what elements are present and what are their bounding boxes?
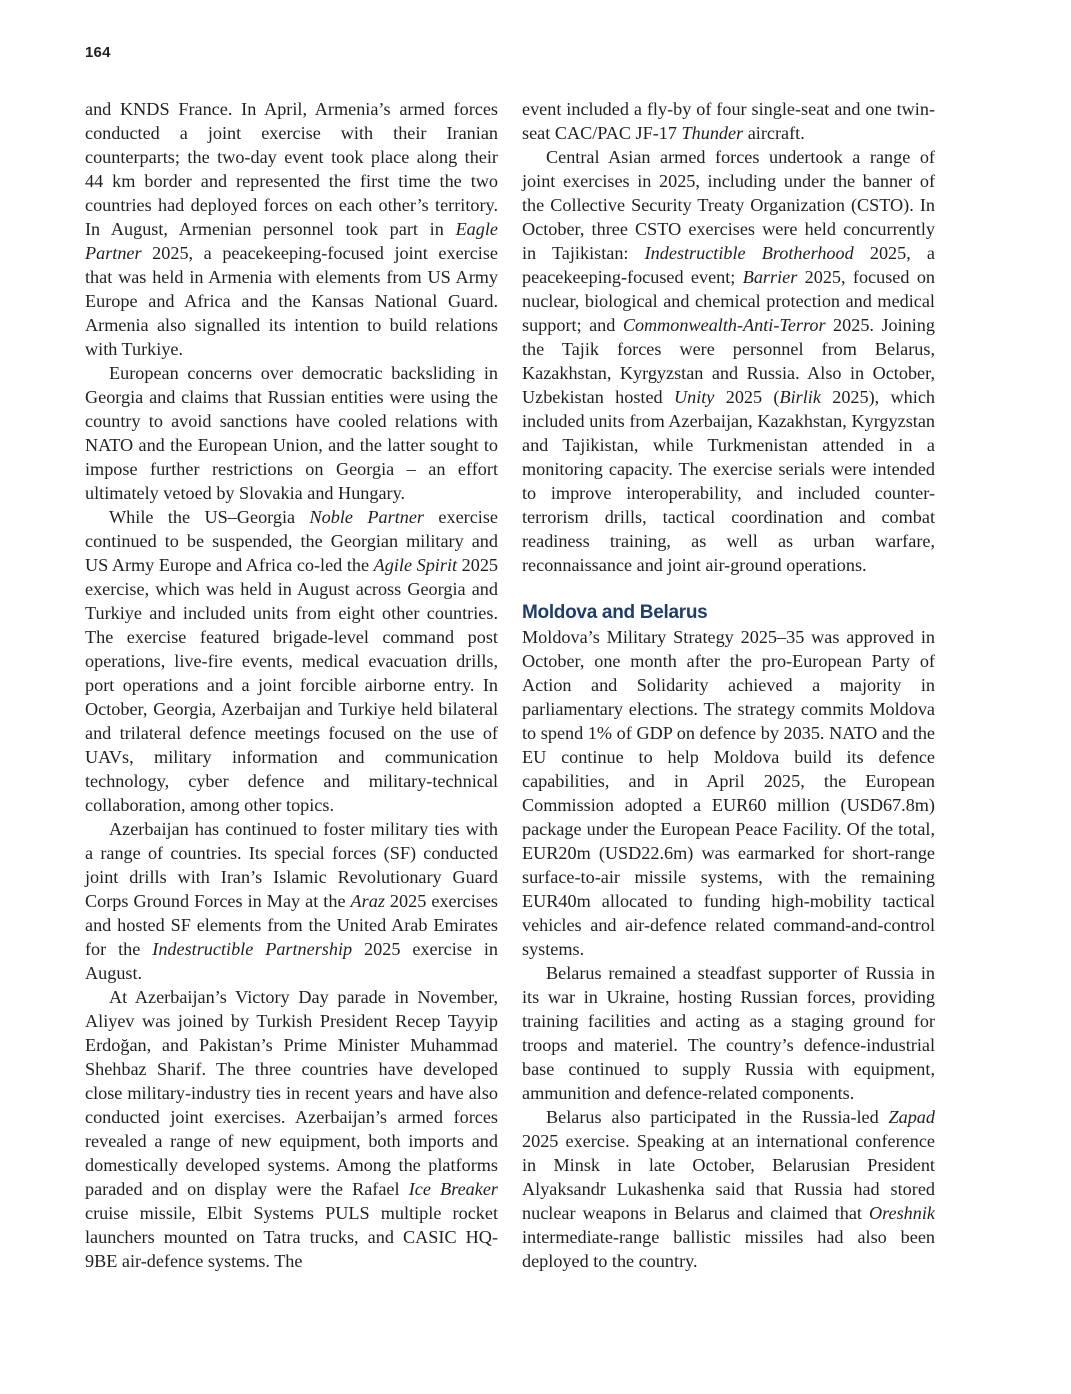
italic-title: Oreshnik — [868, 1203, 935, 1223]
italic-title: Thunder — [681, 123, 744, 143]
text-run: intermediate-range ballistic missiles had also been deployed to the country. — [522, 1227, 935, 1271]
text-run: exercise continued to be suspended, the Georgian military and US Army Europe and Africa co-led the — [85, 507, 498, 575]
body-paragraph — [85, 505, 498, 817]
text-run: Azerbaijan has continued to foster military ties with a range of countries. Its special forces (SF) conducted joint drills with Iran’s Islamic Revolutionary Guard Corps Ground Forces in May at the — [85, 819, 498, 911]
text-run: 2025), which included units from Azerbaijan, Kazakhstan, Kyrgyzstan and Tajikistan, while Turkmenistan attended in a monitoring capacity. The exercise serials were intended to improve interoperability, and included counter-terrorism drills, tactical coordination and combat readiness training, as well as urban warfare, reconnaissance and joint air-ground operations. — [522, 387, 935, 575]
left-column — [85, 97, 498, 1273]
right-column-intro — [522, 97, 935, 577]
text-run: 2025, a peacekeeping-focused joint exercise that was held in Armenia with elements from US Army Europe and Africa and the Kansas National Guard. Armenia also signalled its intention to build relations with Turkiye. — [85, 243, 498, 359]
text-run: 2025 exercise. Speaking at an international conference in Minsk in late October, Belarusian President Alyaksandr Lukashenka said that Russia had stored nuclear weapons in Belarus and claimed that — [522, 1131, 935, 1223]
italic-title: Unity — [673, 387, 715, 407]
text-run: event included a fly-by of four single-seat and one twin-seat CAC/PAC JF-17 — [522, 99, 935, 143]
page-number: 164 — [85, 44, 111, 61]
text-run: 2025, focused on nuclear, biological and chemical protection and medical support; and — [522, 267, 936, 335]
italic-title: Araz — [350, 891, 385, 911]
italic-title: Indestructible Brotherhood — [644, 243, 854, 263]
body-paragraph — [522, 625, 935, 961]
body-paragraph — [522, 1105, 935, 1273]
body-paragraph — [522, 97, 935, 145]
italic-title: Eagle Partner — [85, 219, 498, 263]
text-run: Central Asian armed forces undertook a range of joint exercises in 2025, including under the banner of the Collective Security Treaty Organization (CSTO). In October, three CSTO exercises were held concurrently in Tajikistan: — [522, 147, 935, 263]
italic-title: Ice Breaker — [408, 1179, 498, 1199]
text-run: At Azerbaijan’s Victory Day parade in November, Aliyev was joined by Turkish President Recep Tayyip Erdoğan, and Pakistan’s Prime Minister Muhammad Shehbaz Sharif. The three countries have developed close military-industry ties in recent years and have also conducted joint exercises. Azerbaijan’s armed forces revealed a range of new equipment, both imports and domestically developed systems. Among the platforms paraded and on display were the Rafael — [85, 987, 498, 1199]
text-run: 2025 exercise, which was held in August across Georgia and Turkiye and included units from eight other countries. The exercise featured brigade-level command post operations, live-fire events, medical evacuation drills, port operations and a joint forcible airborne entry. In October, Georgia, Azerbaijan and Turkiye held bilateral and trilateral defence meetings focused on the use of UAVs, military information and communication technology, cyber defence and military-technical collaboration, among other topics. — [85, 555, 499, 815]
body-paragraph — [522, 145, 935, 577]
text-run: Belarus also participated in the Russia-led — [546, 1107, 889, 1127]
right-column-section-body — [522, 625, 935, 1273]
text-run: and KNDS France. In April, Armenia’s armed forces conducted a joint exercise with their Iranian counterparts; the two-day event took place along their 44 km border and represented the first time the two countries had deployed forces on each other’s territory. In August, Armenian personnel took part in — [85, 99, 498, 239]
text-run: Belarus remained a steadfast supporter of Russia in its war in Ukraine, hosting Russian forces, providing training facilities and acting as a staging ground for troops and materiel. The country’s defence-industrial base continued to supply Russia with equipment, ammunition and defence-related components. — [522, 963, 935, 1103]
right-column — [522, 97, 935, 1273]
text-run: 2025. Joining the Tajik forces were personnel from Belarus, Kazakhstan, Kyrgyzstan and Russia. Also in October, Uzbekistan hosted — [522, 315, 935, 407]
text-run: aircraft. — [743, 123, 805, 143]
italic-title: Indestructible Partnership — [152, 939, 353, 959]
body-paragraph — [85, 817, 498, 985]
body-paragraph — [85, 97, 498, 361]
body-paragraph — [85, 985, 498, 1273]
text-run: 2025 ( — [714, 387, 780, 407]
italic-title: Zapad — [888, 1107, 935, 1127]
body-paragraph — [85, 361, 498, 505]
text-run: European concerns over democratic backsliding in Georgia and claims that Russian entities were using the country to avoid sanctions have cooled relations with NATO and the European Union, and the latter sought to impose further restrictions on Georgia – an effort ultimately vetoed by Slovakia and Hungary. — [85, 363, 498, 503]
section-heading: Moldova and Belarus — [522, 602, 708, 623]
italic-title: Noble Partner — [309, 507, 424, 527]
italic-title: Barrier — [742, 267, 798, 287]
text-run: 2025, a peacekeeping-focused event; — [522, 243, 935, 287]
text-run: 2025 exercises and hosted SF elements from the United Arab Emirates for the — [85, 891, 498, 959]
text-run: cruise missile, Elbit Systems PULS multiple rocket launchers mounted on Tatra trucks, and CASIC HQ-9BE air-defence systems. The — [85, 1203, 498, 1271]
italic-title: Agile Spirit — [373, 555, 458, 575]
text-run: Moldova’s Military Strategy 2025–35 was approved in October, one month after the pro-European Party of Action and Solidarity achieved a majority in parliamentary elections. The strategy commits Moldova to spend 1% of GDP on defence by 2035. NATO and the EU continue to help Moldova build its defence capabilities, and in April 2025, the European Commission adopted a EUR60 million (USD67.8m) package under the European Peace Facility. Of the total, EUR20m (USD22.6m) was earmarked for short-range surface-to-air missile systems, with the remaining EUR40m allocated to funding high-mobility tactical vehicles and air-defence related command-and-control systems. — [522, 627, 935, 959]
body-paragraph — [522, 961, 935, 1105]
text-run: While the US–Georgia — [109, 507, 310, 527]
italic-title: Commonwealth-Anti-Terror — [622, 315, 826, 335]
italic-title: Birlik — [779, 387, 821, 407]
text-run: 2025 exercise in August. — [85, 939, 498, 983]
